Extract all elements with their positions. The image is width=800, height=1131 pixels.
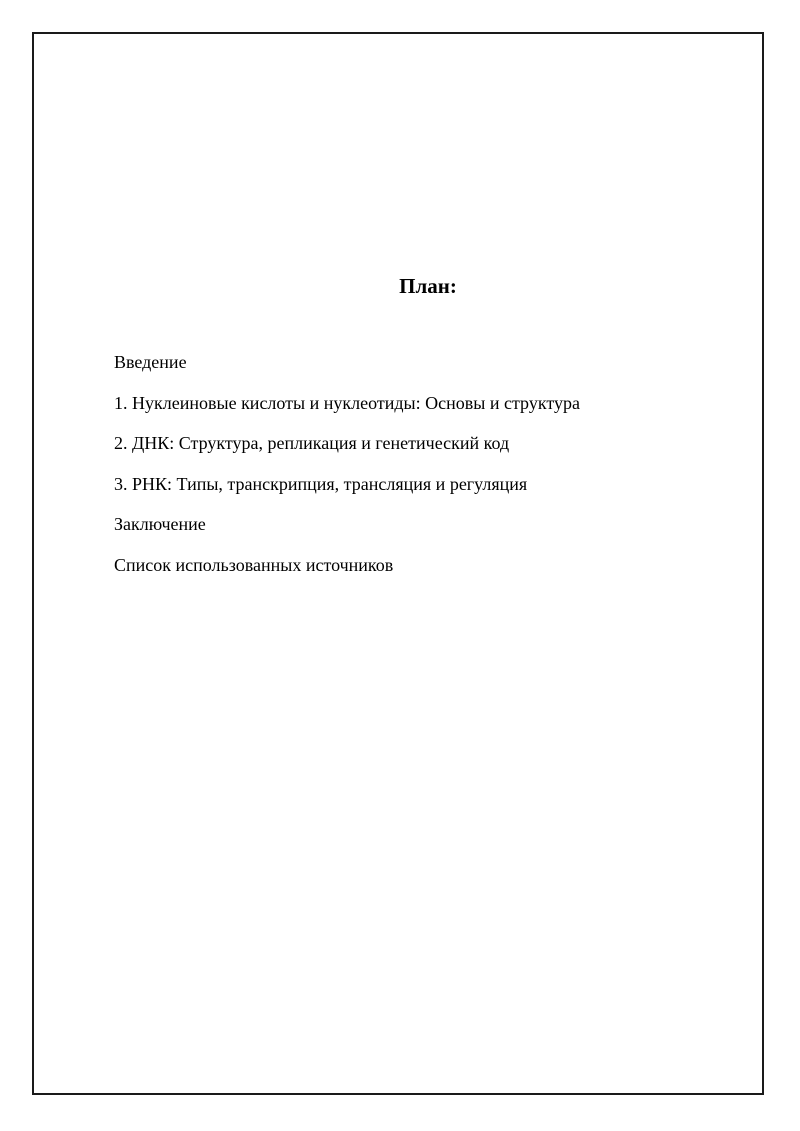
toc-item-section-1: 1. Нуклеиновые кислоты и нуклеотиды: Основы и структура bbox=[114, 392, 580, 413]
toc-item-introduction: Введение bbox=[114, 352, 187, 372]
toc-item-conclusion: Заключение bbox=[114, 514, 206, 534]
toc-item-references: Список использованных источников bbox=[114, 554, 394, 575]
toc-item-section-2: 2. ДНК: Структура, репликация и генетический код bbox=[114, 433, 510, 453]
toc-item-section-3: 3. РНК: Типы, транскрипция, трансляция и регуляция bbox=[114, 473, 528, 494]
page-title: План: bbox=[399, 274, 457, 298]
table-of-contents bbox=[114, 350, 580, 593]
